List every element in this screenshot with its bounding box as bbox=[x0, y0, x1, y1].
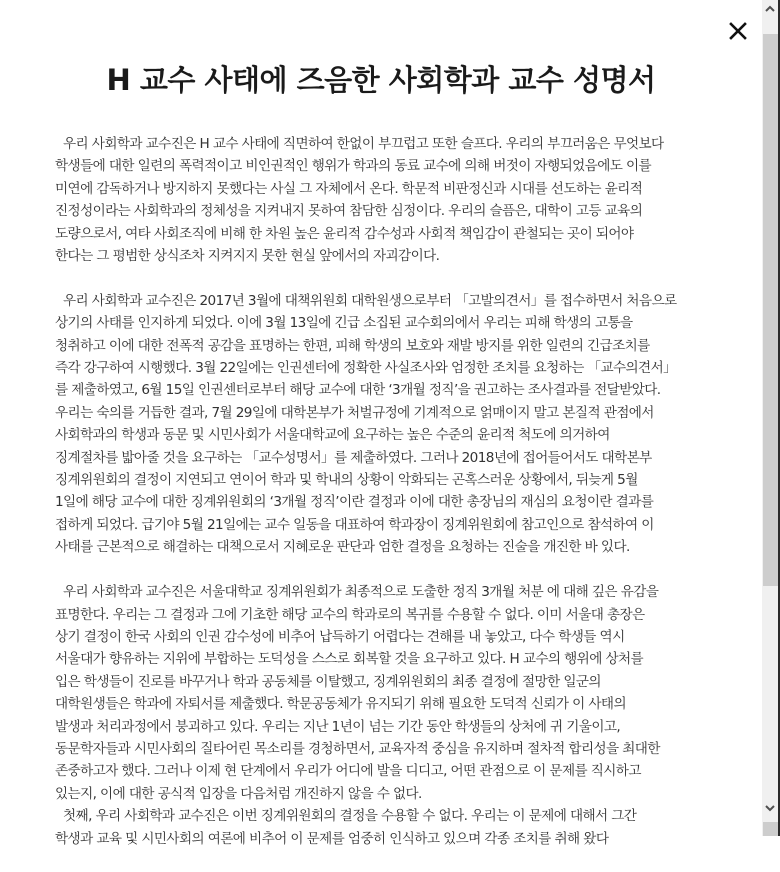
text-line: 사회학과의 학생과 동문 및 시민사회가 서울대학교에 요구하는 높은 수준의 윤리적 척도에 의거하여 bbox=[55, 427, 610, 444]
text-line: 진정성이라는 사회학과의 정체성을 지켜내지 못하여 참담한 심정이다. 우리의 슬픔은, 대학이 고등 교육의 bbox=[55, 203, 643, 220]
text-line: 존중하고자 했다. 그러나 이제 현 단계에서 우리가 어디에 발을 디디고, 어떤 관점으로 이 문제를 직시하고 bbox=[55, 763, 641, 780]
paragraph-1 bbox=[55, 133, 723, 267]
text-line: 학생들에 대한 일련의 폭력적이고 비인권적인 행위가 학과의 동료 교수에 의해 버젓이 자행되었음에도 이를 bbox=[55, 158, 652, 175]
text-line: 1일에 해당 교수에 대한 징계위원회의 ‘3개월 정직’이란 결정과 이에 대한 총장님의 재심의 요청이란 결과를 bbox=[55, 494, 654, 511]
text-line: 징계절차를 밟아줄 것을 요구하는 「교수성명서」를 제출하였다. 그러나 2018년에 접어들어서도 대학본부 bbox=[55, 449, 652, 466]
text-line: 사태를 근본적으로 해결하는 대책으로서 지혜로운 판단과 엄한 결정을 요청하는 진술을 개진한 바 있다. bbox=[55, 539, 630, 556]
paragraph-4 bbox=[55, 805, 723, 850]
statement-body bbox=[55, 133, 723, 872]
text-line: 표명한다. 우리는 그 결정과 그에 기초한 해당 교수의 학과로의 복귀를 수용할 수 없다. 이미 서울대 총장은 bbox=[55, 606, 645, 623]
scroll-track-end bbox=[763, 822, 778, 836]
text-line: 첫째, 우리 사회학과 교수진은 이번 징계위원회의 결정을 수용할 수 없다. 우리는 이 문제에 대해서 그간 bbox=[63, 808, 637, 825]
text-line: 우리 사회학과 교수진은 서울대학교 징계위원회가 최종적으로 도출한 정직 3개월 처분 에 대해 깊은 유감을 bbox=[63, 584, 659, 601]
text-line: 를 제출하였고, 6월 15일 인권센터로부터 해당 교수에 대한 ‘3개월 정직’을 권고하는 조사결과를 전달받았다. bbox=[55, 382, 661, 399]
text-line: 한다는 그 평범한 상식조차 지켜지지 못한 현실 앞에서의 자괴감이다. bbox=[55, 248, 440, 265]
text-line: 도량으로서, 여타 사회조직에 비해 한 차원 높은 윤리적 감수성과 사회적 책임감이 관철되는 곳이 되어야 bbox=[55, 225, 634, 242]
chevron-down-icon bbox=[765, 805, 775, 812]
paragraph-3 bbox=[55, 581, 723, 805]
text-line: 입은 학생들이 진로를 바꾸거나 학과 공동체를 이탈했고, 징계위원회의 최종 결정에 절망한 일군의 bbox=[55, 673, 601, 690]
text-line: 대학원생들은 학과에 자퇴서를 제출했다. 학문공동체가 유지되기 위해 필요한 도덕적 신뢰가 이 사태의 bbox=[55, 696, 626, 713]
chevron-up-icon bbox=[765, 5, 775, 12]
text-line: 학생과 교육 및 시민사회의 여론에 비추어 이 문제를 엄중히 인식하고 있으며 각종 조치를 취해 왔다 bbox=[55, 830, 609, 847]
text-line: 상기의 사태를 인지하게 되었다. 이에 3월 13일에 긴급 소집된 교수회의에서 우리는 피해 학생의 고통을 bbox=[55, 315, 633, 332]
text-line: 청취하고 이에 대한 전폭적 공감을 표명하는 한편, 피해 학생의 보호와 재발 방지를 위한 일련의 긴급조치를 bbox=[55, 337, 650, 354]
close-button[interactable] bbox=[726, 18, 750, 44]
text-line: 징계위원회의 결정이 지연되고 연이어 학과 및 학내의 상황이 악화되는 곤혹스러운 상황에서, 뒤늦게 5월 bbox=[55, 472, 638, 489]
close-icon bbox=[726, 18, 750, 44]
text-line: 미연에 감독하거나 방지하지 못했다는 사실 그 자체에서 온다. 학문적 비판정신과 시대를 선도하는 윤리적 bbox=[55, 180, 643, 197]
text-line: 상기 결정이 한국 사회의 인권 감수성에 비추어 납득하기 어렵다는 견해를 내 놓았고, 다수 학생들 역시 bbox=[55, 628, 625, 645]
text-line: 즉각 강구하여 시행했다. 3월 22일에는 인권센터에 정확한 사실조사와 엄정한 조치를 요청하는 「교수의견서」 bbox=[55, 360, 677, 377]
text-line: 우리 사회학과 교수진은 H 교수 사태에 직면하여 한없이 부끄럽고 또한 슬프다. 우리의 부끄러움은 무엇보다 bbox=[63, 136, 664, 152]
paragraph-2 bbox=[55, 290, 723, 559]
scroll-up-button[interactable] bbox=[762, 0, 778, 17]
text-line: 동문학자들과 시민사회의 질타어린 목소리를 경청하면서, 교육자적 중심을 유지하며 절차적 합리성을 최대한 bbox=[55, 740, 660, 757]
text-line: 발생과 처리과정에서 붕괴하고 있다. 우리는 지난 1년이 넘는 기간 동안 학생들의 상처에 귀 기울이고, bbox=[55, 718, 621, 735]
page-title: H 교수 사태에 즈음한 사회학과 교수 성명서 bbox=[106, 63, 656, 97]
text-line: 우리는 숙의를 거듭한 결과, 7월 29일에 대학본부가 처벌규정에 기계적으로 얽매이지 말고 본질적 관점에서 bbox=[55, 404, 654, 421]
text-line: 우리 사회학과 교수진은 2017년 3월에 대책위원회 대학원생으로부터 「고발의견서」를 접수하면서 처음으로 bbox=[63, 292, 677, 309]
vertical-scrollbar[interactable] bbox=[762, 0, 778, 836]
text-line: 있는지, 이에 대한 공식적 입장을 다음처럼 개진하지 않을 수 없다. bbox=[55, 785, 422, 802]
scroll-thumb[interactable] bbox=[763, 34, 778, 586]
text-line: 서울대가 향유하는 지위에 부합하는 도덕성을 스스로 회복할 것을 요구하고 있다. H 교수의 행위에 상처를 bbox=[55, 651, 644, 668]
scroll-down-button[interactable] bbox=[762, 800, 778, 817]
text-line: 접하게 되었다. 급기야 5월 21일에는 교수 일동을 대표하여 학과장이 징계위원회에 참고인으로 참석하여 이 bbox=[55, 516, 654, 533]
